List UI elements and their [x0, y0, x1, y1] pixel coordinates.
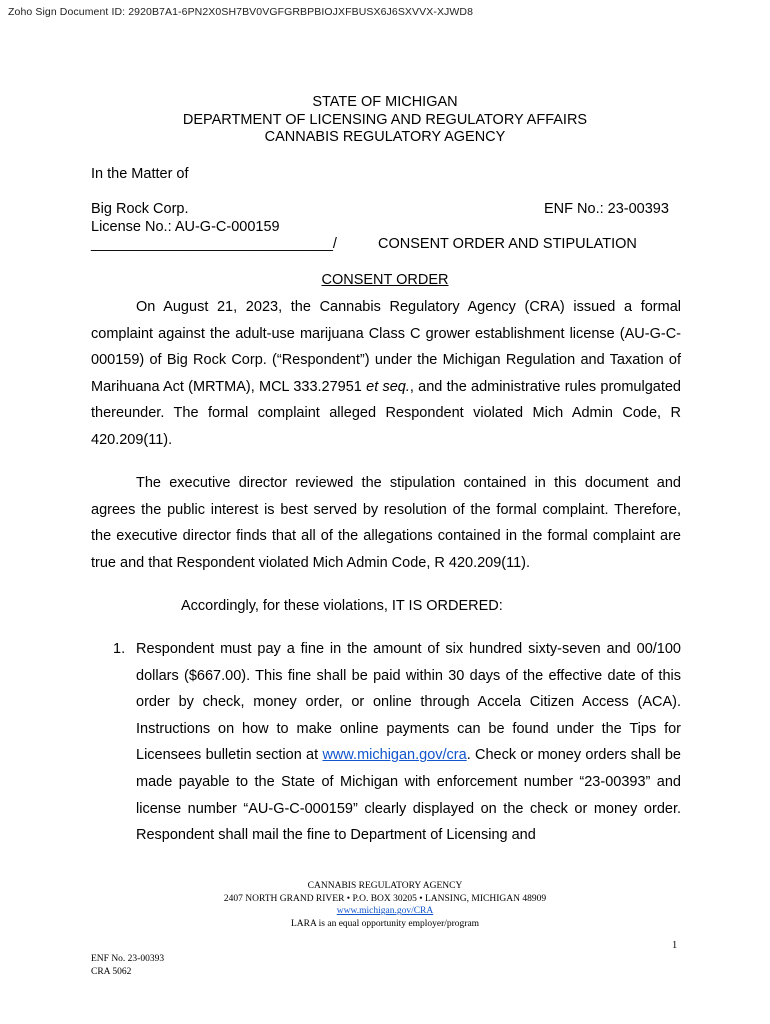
- footer-reference: [91, 953, 164, 978]
- list-item-text-a: Respondent must pay a fine in the amount of six hundred sixty-seven and 00/100 dollars ($667.00). This fine shall be paid within 30 days of the effective date of this order by check, money order, or online through Accela Citizen Access (ACA). Instructions on how to make online payments can be found under the Tips for Licensees bulletin section at: [136, 641, 681, 764]
- section-title: CONSENT ORDER: [321, 272, 449, 288]
- header-agency: CANNABIS REGULATORY AGENCY: [264, 129, 506, 145]
- document-title: CONSENT ORDER AND STIPULATION: [378, 236, 637, 252]
- matter-intro: In the Matter of: [91, 166, 189, 182]
- footer-agency: CANNABIS REGULATORY AGENCY: [307, 881, 463, 891]
- header-state: STATE OF MICHIGAN: [312, 94, 458, 110]
- footer-enf-number: ENF No. 23-00393: [91, 954, 165, 964]
- footer-address: 2407 NORTH GRAND RIVER • P.O. BOX 30205 • LANSING, MICHIGAN 48909: [223, 893, 547, 904]
- list-item-number: 1.: [113, 641, 126, 657]
- document-id: Zoho Sign Document ID: 2920B7A1-6PN2X0SH7BV0VGFGRBPBIOJXFBUSX6J6SXVVX-XJWD8: [8, 6, 474, 18]
- license-number: License No.: AU-G-C-000159: [91, 219, 280, 235]
- paragraph-complaint-text-a: On August 21, 2023, the Cannabis Regulatory Agency (CRA) issued a formal complaint against the adult-use marijuana Class C grower establishment license (AU-G-C-000159) of Big Rock Corp. (“Respondent”) under the Michigan Regulation and Taxation of Marihuana Act (MRTMA), MCL 333.27951: [91, 299, 681, 395]
- list-item-text: [136, 636, 681, 849]
- agency-header: [0, 94, 770, 147]
- page-number: 1: [672, 940, 678, 951]
- paragraph-findings: The executive director reviewed the stipulation contained in this document and agrees the public interest is best served by resolution of the formal complaint. Therefore, the executive director finds that all of the allegations contained in the formal complaint are true and that Respondent violated Mich Admin Code, R 420.209(11).: [91, 475, 681, 571]
- paragraph-complaint-italic: et seq.: [366, 378, 410, 395]
- signature-rule-line: ______________________________/: [91, 236, 337, 252]
- page-footer: [0, 880, 770, 930]
- header-department: DEPARTMENT OF LICENSING AND REGULATORY AFFAIRS: [182, 111, 588, 128]
- footer-form-number: CRA 5062: [91, 966, 132, 977]
- ordered-statement: Accordingly, for these violations, IT IS ORDERED:: [181, 598, 503, 614]
- footer-link[interactable]: www.michigan.gov/CRA: [336, 906, 434, 917]
- cra-link[interactable]: www.michigan.gov/cra: [322, 747, 467, 764]
- paragraph-complaint-text-b: , and the administrative rules promulgated thereunder. The formal complaint alleged Respondent violated Mich Admin Code, R 420.209(11).: [91, 378, 681, 448]
- enf-number: ENF No.: 23-00393: [544, 201, 669, 217]
- party-name: Big Rock Corp.: [91, 201, 189, 217]
- paragraph-complaint: [91, 294, 681, 454]
- footer-equal-opportunity: LARA is an equal opportunity employer/program: [290, 918, 480, 929]
- list-item-text-b: . Check or money orders shall be made payable to the State of Michigan with enforcement number “23-00393” and license number “AU-G-C-000159” clearly displayed on the check or money order. Respondent shall mail the fine to Department of Licensing and: [136, 747, 681, 844]
